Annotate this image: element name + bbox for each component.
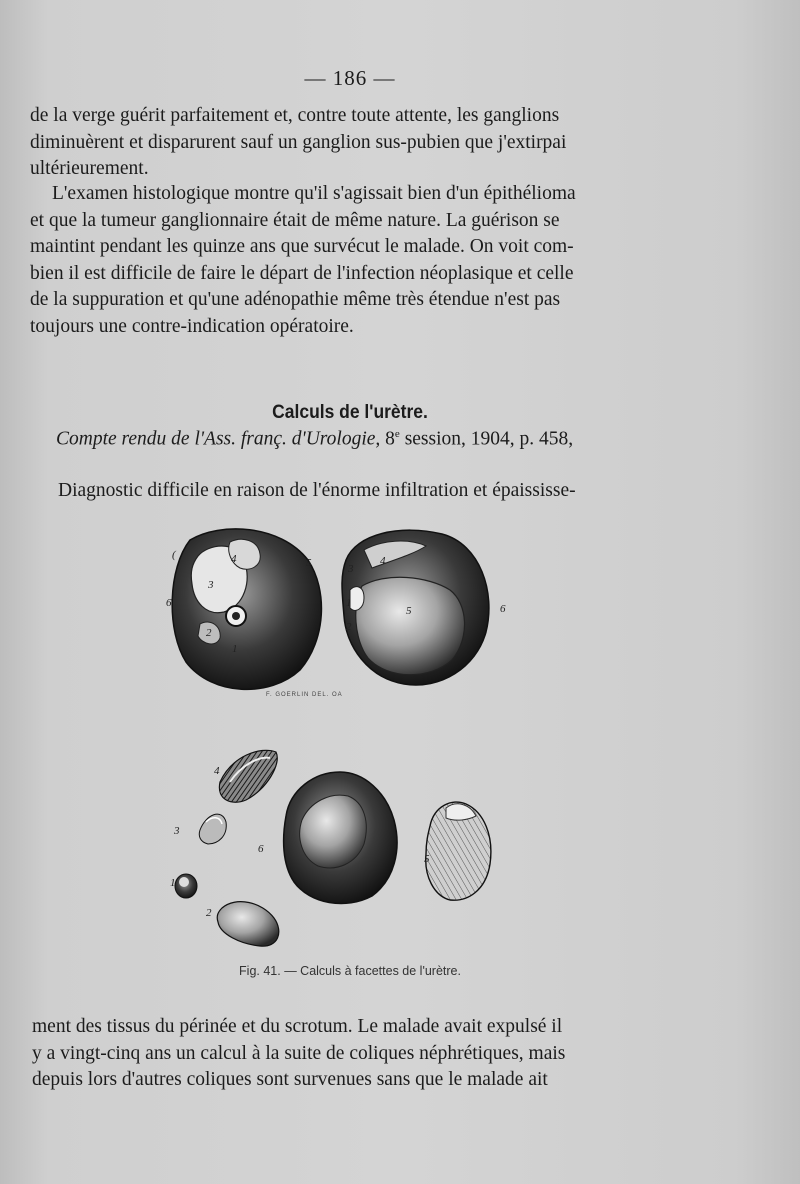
text-line: diminuèrent et disparurent sauf un ganglion sus-pubien que j'extirpai	[30, 131, 567, 153]
reference-details: session, 1904, p. 458,	[399, 428, 574, 450]
text-line: toujours une contre-indication opératoire.	[30, 315, 354, 337]
text-line: ultérieurement.	[30, 158, 149, 179]
reference-journal: Compte rendu de l'Ass. franç. d'Urologie,	[56, 428, 381, 450]
artist-signature: F. GOERLIN DEL. OA	[266, 692, 343, 698]
text-line: de la suppuration et qu'une adénopathie même très étendue n'est pas	[30, 289, 561, 310]
stone-group-top-right	[342, 530, 506, 685]
svg-text:3: 3	[174, 825, 180, 837]
paragraph-2	[30, 181, 670, 340]
svg-text:1: 1	[346, 597, 352, 609]
svg-text:(: (	[172, 549, 176, 561]
reference-edition: 8	[380, 428, 395, 450]
svg-text:2: 2	[206, 907, 212, 919]
calculi-illustration	[150, 520, 530, 960]
svg-text:2: 2	[206, 627, 212, 639]
svg-text:4: 4	[380, 555, 386, 567]
svg-text:2: 2	[346, 621, 352, 633]
text-line: Diagnostic difficile en raison de l'énorme infiltration et épaississe-	[58, 480, 576, 501]
text-line: et que la tumeur ganglionnaire était de même nature. La guérison se	[30, 209, 560, 231]
stone-group-top-left	[166, 529, 321, 690]
section-title: Calculs de l'urètre.	[272, 402, 428, 423]
svg-text:4: 4	[231, 553, 237, 565]
svg-text:5: 5	[306, 557, 312, 569]
svg-text:6: 6	[500, 603, 506, 615]
svg-text:1: 1	[170, 877, 176, 889]
svg-text:5: 5	[424, 853, 430, 865]
svg-text:4: 4	[214, 765, 220, 777]
paragraph-3	[58, 478, 668, 505]
figure-engraving	[150, 520, 530, 960]
text-line: ment des tissus du périnée et du scrotum. Le malade avait expulsé il	[32, 1016, 563, 1037]
text-line: L'examen histologique montre qu'il s'agissait bien d'un épithélioma	[52, 183, 576, 204]
svg-text:5: 5	[406, 605, 412, 617]
stone-group-bottom	[170, 750, 491, 946]
svg-text:1: 1	[232, 643, 238, 655]
text-line: bien il est difficile de faire le départ de l'infection néoplasique et celle	[30, 262, 574, 284]
page-number: — 186 —	[304, 66, 396, 90]
reference-superscript: e	[394, 428, 400, 440]
bibliographic-reference	[56, 428, 676, 451]
text-line: de la verge guérit parfaitement et, contre toute attente, les ganglions	[30, 105, 560, 126]
text-line: y a vingt-cinq ans un calcul à la suite de coliques néphrétiques, mais	[32, 1042, 566, 1064]
svg-text:6: 6	[258, 843, 264, 855]
svg-text:6: 6	[166, 597, 172, 609]
paragraph-4	[32, 1014, 668, 1094]
svg-text:3: 3	[208, 579, 214, 591]
paragraph-1	[30, 103, 670, 183]
svg-text:3: 3	[348, 563, 354, 575]
text-line: maintint pendant les quinze ans que survécut le malade. On voit com-	[30, 236, 574, 257]
text-line: depuis lors d'autres coliques sont survenues sans que le malade ait	[32, 1069, 548, 1090]
figure-caption: Fig. 41. — Calculs à facettes de l'urètre.	[239, 964, 461, 978]
